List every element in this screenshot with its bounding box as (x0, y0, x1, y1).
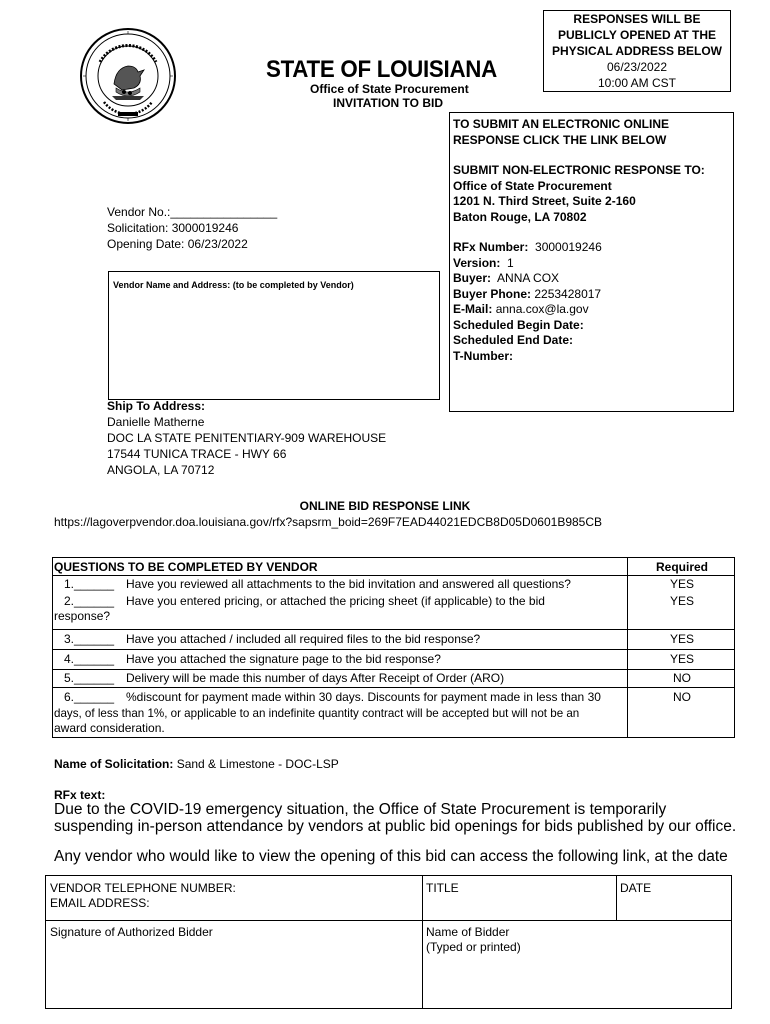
submit-address-3: Baton Rouge, LA 70802 (453, 209, 587, 224)
notice-line-2: PUBLICLY OPENED AT THE (557, 28, 717, 42)
version-value: 1 (507, 255, 514, 270)
required-header: Required (655, 560, 708, 574)
electronic-instructions-1: TO SUBMIT AN ELECTRONIC ONLINE (453, 117, 669, 131)
email-address-label: EMAIL ADDRESS: (50, 896, 150, 910)
t-number-label: T-Number: (453, 348, 513, 363)
email-label: E-Mail: (453, 302, 493, 316)
vendor-phone-label: VENDOR TELEPHONE NUMBER: (50, 881, 236, 895)
responses-notice-box (543, 10, 731, 92)
required-value: NO (673, 671, 691, 685)
question-number[interactable]: 1.______ (64, 577, 115, 591)
question-number[interactable]: 2.______ (64, 594, 115, 608)
email-value[interactable]: anna.cox@la.gov (495, 302, 589, 316)
required-value: YES (669, 577, 694, 591)
questions-table (52, 557, 735, 738)
scheduled-end-label: Scheduled End Date: (453, 333, 574, 347)
question-text: Have you attached / included all required files to the bid response? (126, 632, 481, 646)
solicitation-name (54, 757, 339, 771)
buyer-value: ANNA COX (497, 271, 560, 285)
online-link-heading: ONLINE BID RESPONSE LINK (299, 499, 471, 513)
question-row-2 (53, 594, 629, 609)
bidder-name-sublabel: (Typed or printed) (426, 940, 521, 954)
buyer-row (453, 271, 730, 287)
vendor-info (107, 204, 277, 252)
title-field-label: TITLE (426, 881, 459, 895)
notice-line-1: RESPONSES WILL BE (573, 12, 701, 26)
rfx-text-label: RFx text: (54, 788, 106, 802)
question-text: %discount for payment made within 30 days. Discounts for payment made in less than 30 (126, 690, 601, 704)
ship-to-line-3: 17544 TUNICA TRACE - HWY 66 (107, 447, 287, 461)
rfx-number-value: 3000019246 (535, 240, 602, 254)
question-row-5 (53, 671, 629, 686)
question-text: Have you entered pricing, or attached the pricing sheet (if applicable) to the bid (126, 594, 545, 608)
electronic-instructions-2: RESPONSE CLICK THE LINK BELOW (453, 132, 667, 147)
question-row-6 (53, 690, 629, 705)
question-text: Delivery will be made this number of days After Receipt of Order (ARO) (126, 671, 505, 685)
state-seal-logo (78, 26, 178, 126)
required-value: YES (669, 652, 694, 666)
submit-label: SUBMIT NON-ELECTRONIC RESPONSE TO: (453, 163, 705, 177)
questions-header: QUESTIONS TO BE COMPLETED BY VENDOR (54, 560, 318, 574)
question-row-3 (53, 632, 629, 647)
email-row (453, 302, 730, 318)
solicitation-name-label: Name of Solicitation: (54, 757, 174, 771)
question-text: Have you reviewed all attachments to the bid invitation and answered all questions? (126, 577, 571, 591)
question-row-4 (53, 652, 629, 667)
version-row (453, 256, 730, 272)
question-number[interactable]: 4.______ (64, 652, 115, 666)
date-field-label: DATE (620, 881, 652, 895)
opening-date: 06/23/2022 (606, 60, 668, 74)
notice-line-3: PHYSICAL ADDRESS BELOW (551, 44, 722, 58)
rfx-text-paragraph-1: Due to the COVID-19 emergency situation, the Office of State Procurement is temporarily suspending in-person attendance by vendors at public bid openings for bids published by our office. (54, 801, 737, 835)
solicitation-name-value: Sand & Limestone - DOC-LSP (176, 757, 339, 771)
buyer-phone-value: 2253428017 (534, 286, 602, 301)
buyer-phone-label: Buyer Phone: (453, 286, 532, 301)
ship-to-line-2: DOC LA STATE PENITENTIARY-909 WAREHOUSE (107, 431, 387, 445)
required-value: YES (669, 594, 694, 608)
submission-info-box (449, 112, 734, 412)
required-value: YES (669, 632, 694, 646)
bidder-name-label: Name of Bidder (426, 925, 510, 939)
ship-to-line-4: ANGOLA, LA 70712 (107, 463, 215, 477)
document-type: INVITATION TO BID (333, 96, 443, 110)
ship-to-line-1: Danielle Matherne (107, 415, 205, 429)
ship-to-label: Ship To Address: (107, 399, 206, 413)
ship-to-address (107, 398, 386, 478)
buyer-label: Buyer: (453, 271, 492, 285)
submit-address-2: 1201 N. Third Street, Suite 2-160 (453, 194, 636, 208)
question-text-cont: response? (54, 609, 111, 623)
version-label: Version: (453, 255, 501, 270)
question-row-1 (53, 577, 629, 592)
scheduled-begin-label: Scheduled Begin Date: (453, 317, 584, 332)
question-text-cont: award consideration. (54, 721, 165, 735)
rfx-text-paragraph-2: Any vendor who would like to view the opening of this bid can access the following link, at the date (54, 848, 728, 865)
rfx-number-label: RFx Number: (453, 240, 529, 254)
page-title: STATE OF LOUISIANA (266, 56, 497, 83)
submit-address-1: Office of State Procurement (453, 178, 612, 193)
question-text: Have you attached the signature page to the bid response? (126, 652, 441, 666)
question-number[interactable]: 6.______ (64, 690, 115, 704)
rfx-number-row (453, 240, 730, 256)
office-name: Office of State Procurement (310, 82, 469, 96)
opening-time: 10:00 AM CST (597, 76, 677, 90)
solicitation-number: Solicitation: 3000019246 (107, 221, 239, 235)
online-bid-link[interactable]: https://lagoverpvendor.doa.louisiana.gov/rfx?sapsrm_boid=269F7EAD44021EDCB8D05D0601B985CB (54, 515, 603, 529)
question-text-cont: days, of less than 1%, or applicable to an indefinite quantity contract will be accepted but will not be an (54, 707, 580, 720)
vendor-name-address-box[interactable] (108, 271, 440, 400)
signature-table (45, 875, 732, 1009)
required-value: NO (673, 690, 691, 704)
signature-label: Signature of Authorized Bidder (50, 925, 213, 939)
question-number[interactable]: 3.______ (64, 632, 115, 646)
vendor-name-address-label: Vendor Name and Address: (to be completed by Vendor) (113, 280, 354, 290)
vendor-number: Vendor No.:________________ (107, 205, 278, 219)
buyer-phone-row (453, 287, 730, 303)
question-number[interactable]: 5.______ (64, 671, 115, 685)
opening-date-line: Opening Date: 06/23/2022 (107, 237, 248, 251)
